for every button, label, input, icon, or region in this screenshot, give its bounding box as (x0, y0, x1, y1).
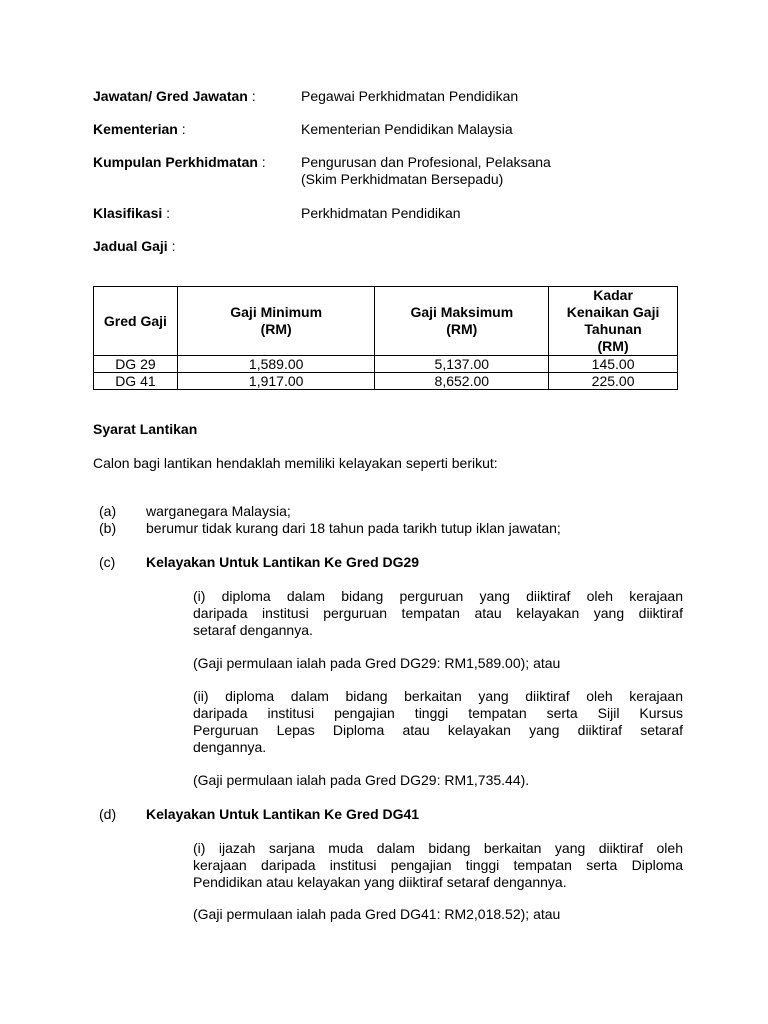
paragraph-line: daripada institusi perguruan tempatan atau kelayakan yang diiktiraf (193, 605, 683, 621)
list-marker: (d) (99, 806, 117, 822)
table-cell: 1,917.00 (177, 373, 375, 390)
table-cell: 8,652.00 (375, 373, 549, 390)
list-text: berumur tidak kurang dari 18 tahun pada tarikh tutup iklan jawatan; (146, 520, 561, 536)
info-label: Klasifikasi : (93, 205, 171, 221)
table-cell: 5,137.00 (375, 356, 549, 373)
table-header-row (94, 287, 678, 356)
info-value: Pegawai Perkhidmatan Pendidikan (301, 88, 519, 104)
header-kadar-kenaikan: Kadar Kenaikan Gaji Tahunan (RM) (549, 287, 678, 356)
paragraph-c-ii (193, 688, 683, 756)
paragraph-line: (i) ijazah sarjana muda dalam bidang berkaitan yang diiktiraf oleh (193, 840, 683, 856)
table-row (94, 373, 678, 390)
list-marker: (c) (99, 554, 116, 570)
list-marker: (b) (99, 520, 117, 536)
paragraph-line: setaraf dengannya. (193, 622, 313, 638)
info-value: Perkhidmatan Pendidikan (301, 205, 461, 221)
info-value-line2: (Skim Perkhidmatan Bersepadu) (301, 171, 504, 187)
section-heading: Kelayakan Untuk Lantikan Ke Gred DG41 (146, 806, 420, 822)
syarat-intro: Calon bagi lantikan hendaklah memiliki kelayakan seperti berikut: (93, 455, 498, 471)
paragraph-c-salary-2: (Gaji permulaan ialah pada Gred DG29: RM1,735.44). (193, 772, 530, 788)
info-label: Jadual Gaji : (93, 238, 176, 254)
salary-table (93, 286, 678, 390)
paragraph-line: (ii) diploma dalam bidang berkaitan yang diiktiraf oleh kerajaan (193, 688, 683, 704)
info-label: Kumpulan Perkhidmatan : (93, 154, 266, 170)
info-label: Jawatan/ Gred Jawatan : (93, 88, 256, 104)
paragraph-line: Pendidikan atau kelayakan yang diiktiraf setaraf dengannya. (193, 874, 567, 890)
info-value: Kementerian Pendidikan Malaysia (301, 121, 513, 137)
section-heading: Kelayakan Untuk Lantikan Ke Gred DG29 (146, 554, 420, 570)
header-gaji-maksimum: Gaji Maksimum (RM) (375, 287, 549, 356)
table-cell: DG 29 (94, 356, 178, 373)
table-cell: 1,589.00 (177, 356, 375, 373)
header-gaji-minimum: Gaji Minimum (RM) (177, 287, 375, 356)
header-gred-gaji: Gred Gaji (94, 287, 178, 356)
paragraph-c-salary-1: (Gaji permulaan ialah pada Gred DG29: RM1,589.00); atau (193, 655, 561, 671)
syarat-heading: Syarat Lantikan (93, 421, 198, 437)
paragraph-line: Perguruan Lepas Diploma atau kelayakan yang diiktiraf setaraf (193, 722, 683, 738)
table-cell: DG 41 (94, 373, 178, 390)
info-value: Pengurusan dan Profesional, Pelaksana (301, 154, 551, 170)
paragraph-line: (i) diploma dalam bidang perguruan yang diiktiraf oleh kerajaan (193, 588, 683, 604)
table-cell: 145.00 (549, 356, 678, 373)
info-label: Kementerian : (93, 121, 186, 137)
table-cell: 225.00 (549, 373, 678, 390)
table-row (94, 356, 678, 373)
paragraph-d-salary-1: (Gaji permulaan ialah pada Gred DG41: RM2,018.52); atau (193, 906, 561, 922)
list-marker: (a) (99, 503, 117, 519)
paragraph-d-i (193, 840, 683, 891)
paragraph-line: kerajaan daripada institusi pengajian tinggi tempatan serta Diploma (193, 857, 683, 873)
paragraph-line: daripada institusi pengajian tinggi tempatan serta Sijil Kursus (193, 705, 683, 721)
paragraph-c-i (193, 588, 683, 639)
list-text: warganegara Malaysia; (146, 503, 291, 519)
paragraph-line: dengannya. (193, 739, 267, 755)
